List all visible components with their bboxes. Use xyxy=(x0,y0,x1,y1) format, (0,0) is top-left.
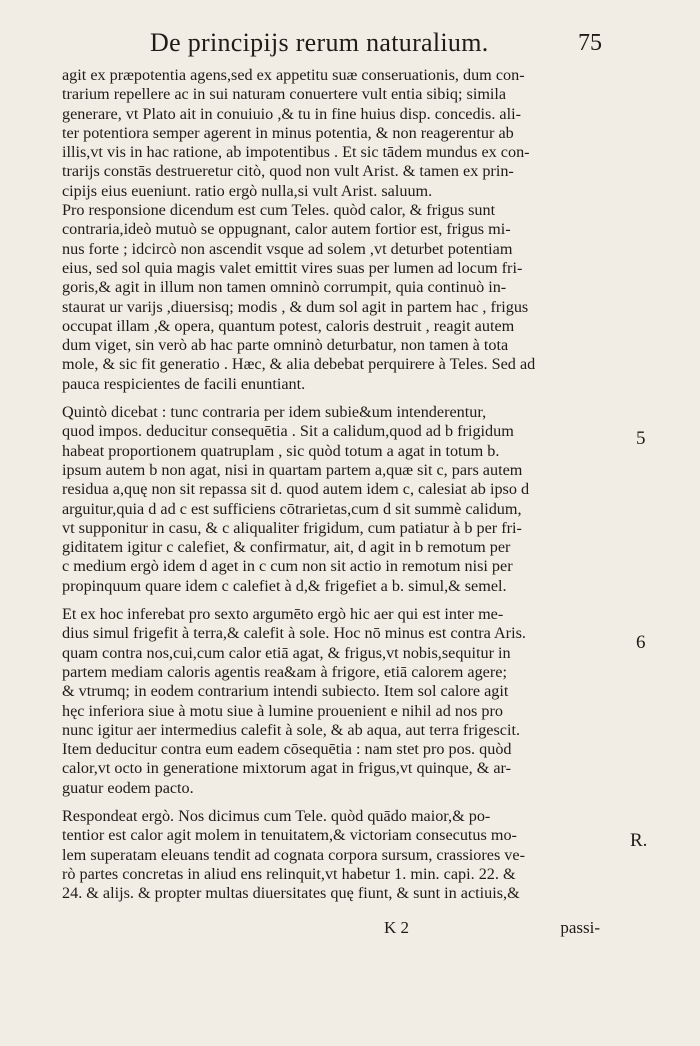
text-line: agit ex præpotentia agens,sed ex appetitu suæ conseruationis, dum con- xyxy=(62,66,525,84)
text-line: pauca respicientes de facili enuntiant. xyxy=(62,374,306,393)
text-line: giditatem igitur c calefiet, & confirmatur, ait, d agit in b remotum per xyxy=(62,538,511,557)
text-line: dius simul frigefit à terra,& calefit à sole. Hoc nō minus est contra Aris. xyxy=(62,624,526,643)
text-line: trarijs constās destrueretur citò, quod non vult Arist. & tamen ex prin- xyxy=(62,162,514,181)
signature-mark: K 2 xyxy=(384,918,410,937)
text-line: calor,vt octo in generatione mixtorum agat in frigus,vt quinque, & ar- xyxy=(62,759,512,778)
page-number: 75 xyxy=(578,30,602,56)
text-line: propinquum quare idem c calefiet à d,& frigefiet a b. simul,& semel. xyxy=(62,576,507,595)
text-line: eius, sed sol quia magis valet emittit vires suas per lumen ad locum fri- xyxy=(62,258,523,277)
text-line: guatur eodem pacto. xyxy=(62,778,194,797)
paragraph xyxy=(62,807,600,903)
text-line: nunc igitur aer intermedius calefit à sole, & ab aqua, aut terra frigescit. xyxy=(62,720,521,739)
body-text xyxy=(62,66,600,903)
text-line: hęc inferiora siue à motu siue à lumine prouenient e nihil ad nos pro xyxy=(62,701,503,720)
text-line: tentior est calor agit molem in tenuitatem,& victoriam consecutus mo- xyxy=(62,826,517,845)
text-line: ipsum autem b non agat, nisi in quartam partem a,quæ sit c, pars autem xyxy=(62,460,523,479)
page-footer xyxy=(62,918,600,940)
paragraph xyxy=(62,403,600,596)
text-line: Item deducitur contra eum eadem cōsequētia : nam stet pro pos. quòd xyxy=(62,740,512,759)
text-line: 24. & alijs. & propter multas diuersitates quę fiunt, & sunt in actiuis,& xyxy=(62,884,520,903)
text-line: Pro responsione dicendum est cum Teles. quòd calor, & frigus sunt xyxy=(62,201,496,220)
paragraph xyxy=(62,605,600,798)
text-line: cipijs eius eueniunt. ratio ergò nulla,si vult Arist. saluum. xyxy=(62,181,433,200)
text-line: c medium ergò idem d aget in c cum non sit actio in remotum nisi per xyxy=(62,557,513,576)
running-head: De principijs rerum naturalium. xyxy=(150,28,489,57)
catchword: passi- xyxy=(560,918,600,937)
text-line: vt supponitur in casu, & c aliqualiter frigidum, cum patiatur à b per fri- xyxy=(62,518,522,537)
text-line: mole, & sic fit generatio . Hæc, & alia debebat perquirere à Teles. Sed ad xyxy=(62,355,536,374)
text-line: habeat proportionem quatruplam , sic quòd totum a agat in totum b. xyxy=(62,441,500,460)
text-line: quod impos. deducitur consequētia . Sit a calidum,quod ad b frigidum xyxy=(62,422,514,441)
text-line: Et ex hoc inferebat pro sexto argumēto ergò hic aer qui est inter me- xyxy=(62,605,504,624)
paragraph-gap xyxy=(62,394,600,403)
paragraph-gap xyxy=(62,798,600,807)
text-line: goris,& agit in illum non tamen omninò corrumpit, quia continuò in- xyxy=(62,278,507,297)
text-line: residua a,quę non sit repassa sit d. quod autem idem c, calesiat ab ipso d xyxy=(62,480,530,499)
text-line: generare, vt Plato ait in conuiuio ,& tu in fine huius disp. concedis. ali- xyxy=(62,104,521,123)
text-line: partem mediam caloris agentis rea&am à frigore, etiā calorem agere; xyxy=(62,662,507,681)
text-line: trarium repellere ac in sui naturam conuertere vult entia sibiq; simila xyxy=(62,85,507,104)
text-line: occupat illam ,& opera, quantum potest, caloris destruit , reagit autem xyxy=(62,316,515,335)
text-line: illis,vt vis in hac ratione, ab impotentibus . Et sic tādem mundus ex con- xyxy=(62,143,530,162)
paragraph-gap xyxy=(62,596,600,605)
text-line: & vtrumq; in eodem contrarium intendi subiecto. Item sol calore agit xyxy=(62,682,509,701)
text-line: rò partes concretas in aliud ens relinquit,vt habetur 1. min. capi. 22. & xyxy=(62,864,516,883)
text-line: ter potentiora semper agerent in minus potentia, & non reagerentur ab xyxy=(62,123,514,142)
margin-note-5: 5 xyxy=(636,428,646,449)
text-line: arguitur,quia d ad c est sufficiens cōtrarietas,cum d sit summè calidum, xyxy=(62,499,522,518)
text-line: dum viget, sin verò ab hac parte omninò deturbatur, non tamen à tota xyxy=(62,336,509,355)
paragraph xyxy=(62,66,600,201)
paragraph xyxy=(62,201,600,394)
text-line: Respondeat ergò. Nos dicimus cum Tele. quòd quādo maior,& po- xyxy=(62,806,491,825)
text-line: nus forte ; idcircò non ascendit vsque ad solem ,vt deturbet potentiam xyxy=(62,239,513,258)
text-line: Quintò dicebat : tunc contraria per idem subie&um intenderentur, xyxy=(62,403,487,422)
margin-note-6: 6 xyxy=(636,632,646,653)
text-line: lem superatam eleuans tendit ad cognata corpora sursum, crassiores ve- xyxy=(62,845,525,864)
text-line: quam contra nos,cui,cum calor etiā agat, & frigus,vt nobis,sequitur in xyxy=(62,643,511,662)
margin-note-r: R. xyxy=(630,830,648,851)
text-line: staurat ur varijs ,diuersisq; modis , & dum sol agit in partem hac , frigus xyxy=(62,297,529,316)
text-line: contraria,ideò mutuò se oppugnant, calor autem fortior est, frigus mi- xyxy=(62,220,511,239)
